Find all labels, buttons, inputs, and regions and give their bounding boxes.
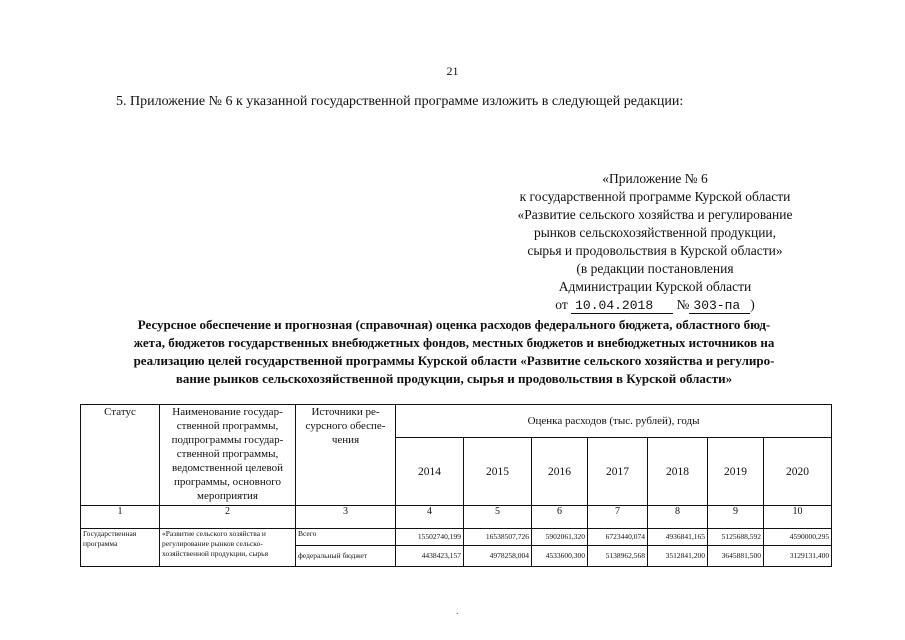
closing-paren: ) bbox=[750, 297, 755, 312]
value-cell: 3645881,500 bbox=[708, 546, 764, 567]
year-header: 2016 bbox=[532, 438, 588, 506]
column-number: 3 bbox=[296, 506, 396, 529]
column-number: 8 bbox=[648, 506, 708, 529]
document-title bbox=[80, 316, 828, 388]
column-number: 4 bbox=[396, 506, 464, 529]
header-status: Статус bbox=[81, 405, 160, 506]
from-label: от bbox=[555, 297, 568, 312]
resolution-number: 303-па bbox=[689, 298, 750, 314]
value-cell: 6723440,074 bbox=[588, 529, 648, 546]
value-cell: 5125688,592 bbox=[708, 529, 764, 546]
value-cell: 4978258,004 bbox=[464, 546, 532, 567]
column-number: 6 bbox=[532, 506, 588, 529]
source-cell: федеральный бюджет bbox=[296, 546, 396, 567]
header-row bbox=[81, 405, 832, 438]
appendix-line: «Приложение № 6 bbox=[602, 171, 708, 186]
year-header: 2014 bbox=[396, 438, 464, 506]
title-line: Ресурсное обеспечение и прогнозная (справочная) оценка расходов федерального бюджета, областного бюд- bbox=[137, 317, 771, 332]
budget-table bbox=[80, 404, 832, 567]
appendix-line: к государственной программе Курской области bbox=[519, 189, 791, 204]
source-cell: Всего bbox=[296, 529, 396, 546]
appendix-line: (в редакции постановления bbox=[576, 261, 734, 276]
value-cell: 5138962,568 bbox=[588, 546, 648, 567]
header-name: Наименование государ-ственной программы, подпрограммы государ-ственной программы, ведомственной целевой программы, основного мероприятия bbox=[160, 405, 296, 506]
appendix-line: «Развитие сельского хозяйства и регулирование bbox=[517, 207, 793, 222]
value-cell: 16538507,726 bbox=[464, 529, 532, 546]
year-header: 2020 bbox=[764, 438, 832, 506]
year-header: 2015 bbox=[464, 438, 532, 506]
title-line: вание рынков сельскохозяйственной продукции, сырья и продовольствия в Курской области» bbox=[175, 371, 733, 386]
intro-paragraph: 5. Приложение № 6 к указанной государственной программе изложить в следующей редакции: bbox=[116, 94, 684, 109]
appendix-line: рынков сельскохозяйственной продукции, bbox=[533, 225, 777, 240]
header-estimate: Оценка расходов (тыс. рублей), годы bbox=[396, 405, 832, 438]
column-number: 1 bbox=[81, 506, 160, 529]
value-cell: 3129131,400 bbox=[764, 546, 832, 567]
resolution-date: 10.04.2018 bbox=[571, 298, 673, 314]
value-cell: 4936841,165 bbox=[648, 529, 708, 546]
program-name-cell: «Развитие сельского хозяйства и регулирование рынков сельско-хозяйственной продукции, сырья bbox=[160, 529, 296, 567]
column-number: 9 bbox=[708, 506, 764, 529]
year-header: 2017 bbox=[588, 438, 648, 506]
value-cell: 15502740,199 bbox=[396, 529, 464, 546]
value-cell: 4590000,295 bbox=[764, 529, 832, 546]
header-sources: Источники ре-сурсного обеспе-чения bbox=[296, 405, 396, 506]
column-number: 5 bbox=[464, 506, 532, 529]
number-label: № bbox=[676, 297, 690, 312]
column-number: 10 bbox=[764, 506, 832, 529]
column-number: 2 bbox=[160, 506, 296, 529]
value-cell: 4438423,157 bbox=[396, 546, 464, 567]
resolution-line bbox=[480, 296, 830, 315]
page-number: 21 bbox=[446, 64, 459, 78]
value-cell: 3512841,200 bbox=[648, 546, 708, 567]
value-cell: 5902061,320 bbox=[532, 529, 588, 546]
year-header: 2019 bbox=[708, 438, 764, 506]
appendix-line: сырья и продовольствия в Курской области» bbox=[527, 243, 783, 258]
column-number-row bbox=[81, 506, 832, 529]
value-cell: 4533600,300 bbox=[532, 546, 588, 567]
footer-mark: . bbox=[456, 606, 459, 617]
column-number: 7 bbox=[588, 506, 648, 529]
table-row bbox=[81, 529, 832, 546]
title-line: реализацию целей государственной программы Курской области «Развитие сельского хозяйства и регулиро- bbox=[133, 353, 775, 368]
year-header: 2018 bbox=[648, 438, 708, 506]
appendix-line: Администрации Курской области bbox=[558, 279, 752, 294]
status-cell: Государственная программа bbox=[81, 529, 160, 567]
appendix-header bbox=[480, 170, 830, 315]
title-line: жета, бюджетов государственных внебюджетных фондов, местных бюджетов и внебюджетных источников на bbox=[133, 335, 775, 350]
